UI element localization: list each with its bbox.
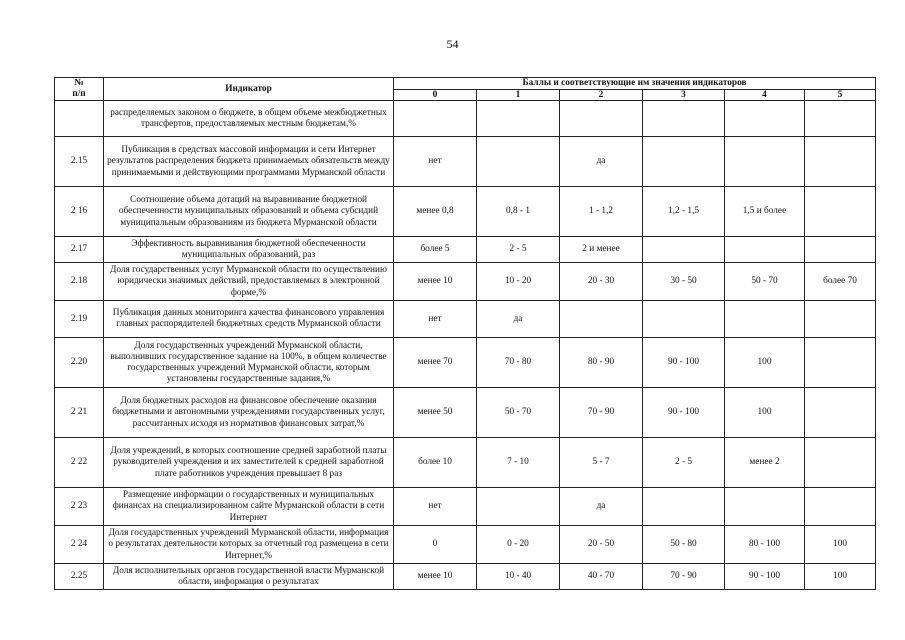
score-5: [805, 438, 876, 488]
score-0: 0: [394, 526, 477, 564]
header-score-3: 3: [643, 89, 725, 101]
row-number: 2 23: [55, 488, 104, 526]
score-4: 50 - 70: [725, 263, 805, 301]
score-2: 40 - 70: [560, 564, 643, 590]
row-indicator: Доля исполнительных органов государственной власти Мурманской области, информация о результатах: [104, 564, 394, 590]
score-2: [560, 101, 643, 137]
row-indicator: Эффективность выравнивания бюджетной обеспеченности муниципальных образований, раз: [104, 237, 394, 263]
score-3: 1,2 - 1,5: [643, 187, 725, 237]
row-number: 2.18: [55, 263, 104, 301]
table-row: [55, 237, 876, 263]
header-score-2: 2: [560, 89, 643, 101]
score-4: [725, 301, 805, 338]
score-3: [643, 137, 725, 187]
score-2: 1 - 1,2: [560, 187, 643, 237]
header-scores-group: Баллы и соответствующие им значения индикаторов: [394, 78, 876, 90]
header-score-4: 4: [725, 89, 805, 101]
header-score-0: 0: [394, 89, 477, 101]
row-indicator: распределяемых законом о бюджете, в общем объеме межбюджетных трансфертов, предоставляемых местным бюджетам,%: [104, 101, 394, 137]
score-0: менее 0,8: [394, 187, 477, 237]
header-row-top: [55, 78, 876, 90]
table-row: [55, 263, 876, 301]
score-1: 0 - 20: [477, 526, 560, 564]
score-4: [725, 137, 805, 187]
page-number: 54: [446, 37, 459, 51]
score-5: [805, 237, 876, 263]
score-4: [725, 101, 805, 137]
score-4: [725, 488, 805, 526]
row-indicator: Доля учреждений, в которых соотношение средней заработной платы руководителей учреждения и их заместителей к средней заработной плате работников учреждения превышает 8 раз: [104, 438, 394, 488]
score-5: [805, 301, 876, 338]
score-5: 100: [805, 526, 876, 564]
score-4: 100: [725, 388, 805, 438]
header-score-5: 5: [805, 89, 876, 101]
score-5: [805, 101, 876, 137]
score-1: 2 - 5: [477, 237, 560, 263]
row-number: 2 22: [55, 438, 104, 488]
score-4: менее 2: [725, 438, 805, 488]
score-5: [805, 338, 876, 388]
score-4: 100: [725, 338, 805, 388]
row-number: 2 16: [55, 187, 104, 237]
table-row: [55, 137, 876, 187]
score-4: 90 - 100: [725, 564, 805, 590]
score-2: 20 - 30: [560, 263, 643, 301]
row-number: 2.15: [55, 137, 104, 187]
score-3: 70 - 90: [643, 564, 725, 590]
score-0: менее 10: [394, 263, 477, 301]
score-3: [643, 488, 725, 526]
score-1: 7 - 10: [477, 438, 560, 488]
row-indicator: Размещение информации о государственных и муниципальных финансах на специализированном сайте Мурманской области в сети Интернет: [104, 488, 394, 526]
score-0: нет: [394, 137, 477, 187]
indicators-table: [54, 77, 876, 590]
score-1: 0,8 - 1: [477, 187, 560, 237]
table-row: [55, 338, 876, 388]
score-4: [725, 237, 805, 263]
score-0: более 5: [394, 237, 477, 263]
score-3: 90 - 100: [643, 388, 725, 438]
row-indicator: Доля бюджетных расходов на финансовое обеспечение оказания бюджетными и автономными учреждениями государственных услуг, рассчитанных исходя из нормативов финансовых затрат,%: [104, 388, 394, 438]
score-5: [805, 187, 876, 237]
score-1: [477, 488, 560, 526]
score-2: 80 - 90: [560, 338, 643, 388]
score-1: 10 - 20: [477, 263, 560, 301]
table-row: [55, 564, 876, 590]
row-indicator: Публикация в средствах массовой информации и сети Интернет результатов распределения бюджета принимаемых обязательств между принимаемыми и действующими программами Мурманской области: [104, 137, 394, 187]
table-row: [55, 488, 876, 526]
score-5: [805, 488, 876, 526]
score-5: [805, 388, 876, 438]
table-row: [55, 301, 876, 338]
score-1: [477, 137, 560, 187]
score-2: 20 - 50: [560, 526, 643, 564]
row-number: 2 24: [55, 526, 104, 564]
score-4: 1,5 и более: [725, 187, 805, 237]
row-indicator: Публикация данных мониторинга качества финансового управления главных распорядителей бюджетных средств Мурманской области: [104, 301, 394, 338]
score-3: 30 - 50: [643, 263, 725, 301]
score-3: 50 - 80: [643, 526, 725, 564]
table-row: [55, 101, 876, 137]
table-row: [55, 187, 876, 237]
score-3: 2 - 5: [643, 438, 725, 488]
header-indicator: Индикатор: [104, 78, 394, 101]
score-4: 80 - 100: [725, 526, 805, 564]
score-0: менее 50: [394, 388, 477, 438]
row-number: 2 21: [55, 388, 104, 438]
header-score-1: 1: [477, 89, 560, 101]
score-2: да: [560, 137, 643, 187]
row-number: 2.19: [55, 301, 104, 338]
row-number: 2.20: [55, 338, 104, 388]
row-indicator: Соотношение объема дотаций на выравнивание бюджетной обеспеченности муниципальных образований и объема субсидий муниципальным образованиям из бюджета Мурманской области: [104, 187, 394, 237]
score-2: 2 и менее: [560, 237, 643, 263]
row-indicator: Доля государственных учреждений Мурманской области, информация о результатах деятельности которых за отчетный год размещена в сети Интернет,%: [104, 526, 394, 564]
row-number: 2.17: [55, 237, 104, 263]
score-0: нет: [394, 301, 477, 338]
row-number: [55, 101, 104, 137]
score-0: менее 70: [394, 338, 477, 388]
score-1: 70 - 80: [477, 338, 560, 388]
row-number: 2.25: [55, 564, 104, 590]
table-row: [55, 438, 876, 488]
score-0: более 10: [394, 438, 477, 488]
score-3: [643, 237, 725, 263]
row-indicator: Доля государственных услуг Мурманской области по осуществлению юридически значимых действий, предоставляемых в электронной форме,%: [104, 263, 394, 301]
score-2: [560, 301, 643, 338]
header-number: № п/п: [55, 78, 104, 101]
score-1: 10 - 40: [477, 564, 560, 590]
score-0: менее 10: [394, 564, 477, 590]
score-3: 90 - 100: [643, 338, 725, 388]
score-1: [477, 101, 560, 137]
score-5: 100: [805, 564, 876, 590]
score-1: да: [477, 301, 560, 338]
score-5: [805, 137, 876, 187]
score-2: 5 - 7: [560, 438, 643, 488]
score-5: более 70: [805, 263, 876, 301]
score-2: 70 - 90: [560, 388, 643, 438]
score-0: [394, 101, 477, 137]
score-1: 50 - 70: [477, 388, 560, 438]
score-3: [643, 301, 725, 338]
score-2: да: [560, 488, 643, 526]
score-0: нет: [394, 488, 477, 526]
table-row: [55, 388, 876, 438]
table-row: [55, 526, 876, 564]
score-3: [643, 101, 725, 137]
row-indicator: Доля государственных учреждений Мурманской области, выполнивших государственное задание на 100%, в общем количестве государственных учреждений Мурманской области, которым установлены государственные задания,%: [104, 338, 394, 388]
